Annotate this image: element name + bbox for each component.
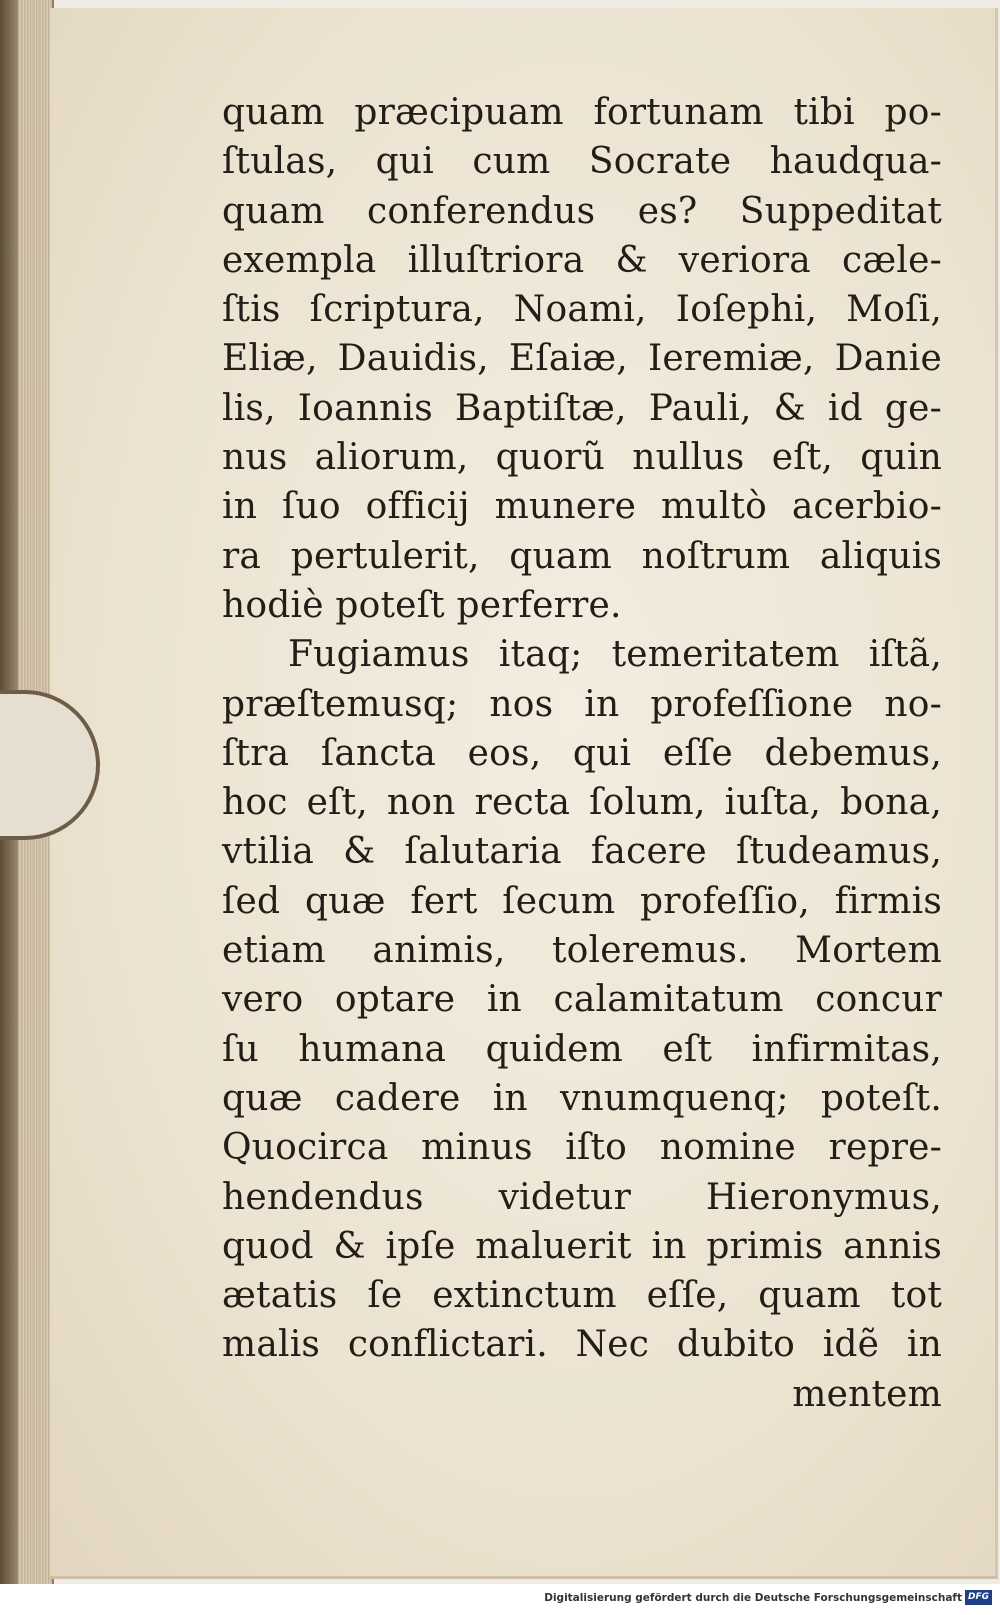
text-line: nus aliorum, quorũ nullus eſt, quin xyxy=(222,437,942,479)
text-line: ſtulas, qui cum Socrate haudqua- xyxy=(222,141,942,183)
text-line: hoc eſt, non recta ſolum, iuſta, bona, xyxy=(222,782,942,824)
catchword: mentem xyxy=(792,1373,942,1415)
text-line: lis, Ioannis Baptiſtæ, Pauli, & id ge- xyxy=(222,387,942,429)
text-line: ſtra ſancta eos, qui eſſe debemus, xyxy=(222,732,942,774)
text-line: ætatis ſe extinctum eſſe, quam tot xyxy=(222,1275,942,1317)
text-line: ſtis ſcriptura, Noami, Ioſephi, Moſi, xyxy=(222,289,942,331)
text-line: exempla illuſtriora & veriora cæle- xyxy=(222,239,942,281)
text-line: etiam animis, toleremus. Mortem xyxy=(222,930,942,972)
text-line: Fugiamus itaq; temeritatem iſtã, xyxy=(288,634,942,676)
text-line: Quocirca minus iſto nomine repre- xyxy=(222,1127,942,1169)
text-line: quod & ipſe maluerit in primis annis xyxy=(222,1225,942,1267)
text-line: quæ cadere in vnumquenq; poteſt. xyxy=(222,1077,942,1119)
dfg-logo: DFG xyxy=(965,1590,992,1605)
text-line: quam conferendus es? Suppeditat xyxy=(222,190,942,232)
text-line: malis conflictari. Nec dubito idẽ in xyxy=(222,1324,942,1366)
text-line: in ſuo officij munere multò acerbio- xyxy=(222,486,942,528)
text-line: Eliæ, Dauidis, Eſaiæ, Ieremiæ, Danie xyxy=(222,338,942,380)
text-line: vero optare in calamitatum concur xyxy=(222,979,942,1021)
text-line: ra pertulerit, quam noſtrum aliquis xyxy=(222,535,942,577)
text-line: vtilia & ſalutaria facere ſtudeamus, xyxy=(222,831,942,873)
text-line: hodiè poteſt perferre. xyxy=(222,584,622,626)
text-line: quam præcipuam fortunam tibi po- xyxy=(222,92,942,133)
funding-credit: Digitalisierung gefördert durch die Deutsche Forschungsgemeinschaft xyxy=(544,1592,962,1604)
text-line: hendendus videtur Hieronymus, xyxy=(222,1176,942,1218)
page-text xyxy=(222,88,942,1419)
digitization-footer xyxy=(0,1584,1000,1615)
text-line: ſed quæ fert ſecum profeſſio, firmis xyxy=(222,880,942,922)
text-line: ſu humana quidem eſt infirmitas, xyxy=(222,1028,942,1070)
text-line: præſtemusq; nos in profeſſione no- xyxy=(222,683,942,725)
